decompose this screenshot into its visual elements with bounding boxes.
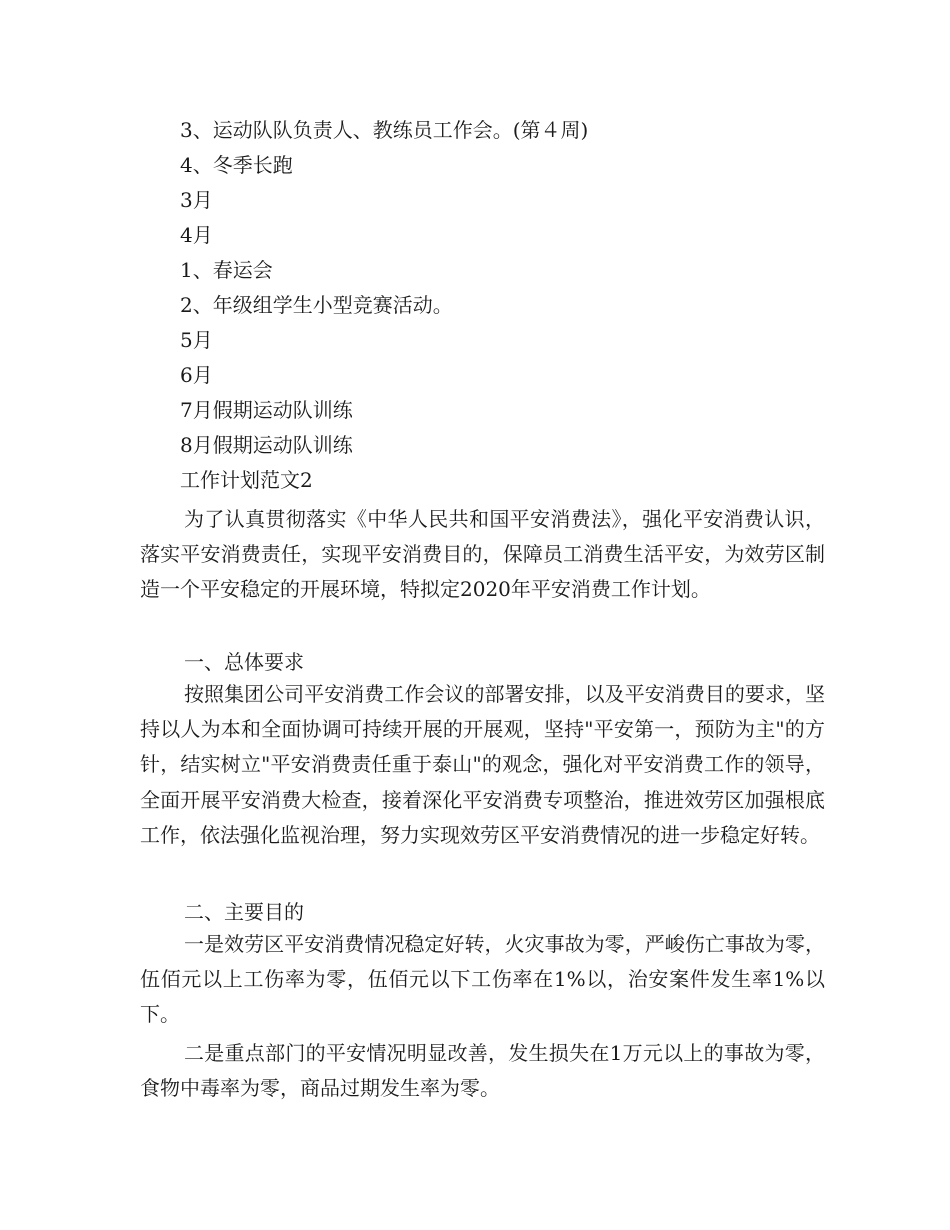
section-heading-main-goals: 二、主要目的 — [184, 900, 304, 924]
intro-paragraph: 为了认真贯彻落实《中华人民共和国平安消费法》，强化平安消费认识，落实平安消费责任，实现平安消费目的，保障员工消费生活平安，为效劳区制造一个平安稳定的开展环境，特拟定2020年平安消费工作计划。 — [140, 507, 825, 602]
list-line-winter-run: 4、冬季长跑 — [180, 153, 293, 177]
month-may: 5月 — [180, 328, 213, 352]
goal-one-paragraph: 一是效劳区平安消费情况稳定好转，火灾事故为零，严峻伤亡事故为零，伍佰元以上工伤率为零，伍佰元以下工伤率在1%以，治安案件发生率1%以下。 — [140, 932, 825, 1027]
month-march: 3月 — [180, 188, 213, 212]
list-line-sports-meeting: 3、运动队队负责人、教练员工作会。(第４周) — [180, 118, 589, 142]
general-requirements-paragraph: 按照集团公司平安消费工作会议的部署安排，以及平安消费目的要求，坚持以人为本和全面协调可持续开展的开展观，坚持"平安第一，预防为主"的方针，结实树立"平安消费责任重于泰山"的观念，强化对平安消费工作的领导，全面开展平安消费大检查，接着深化平安消费专项整治，推进效劳区加强根底工作，依法强化监视治理，努力实现效劳区平安消费情况的进一步稳定好转。 — [140, 682, 825, 847]
month-july-training: 7月假期运动队训练 — [180, 398, 353, 422]
list-line-spring-games: 1、春运会 — [180, 258, 273, 282]
goal-two-paragraph: 二是重点部门的平安情况明显改善，发生损失在1万元以上的事故为零，食物中毒率为零，商品过期发生率为零。 — [140, 1041, 825, 1101]
month-april: 4月 — [180, 223, 213, 247]
work-plan-title: 工作计划范文2 — [180, 468, 313, 492]
section-heading-general-requirements: 一、总体要求 — [184, 650, 304, 674]
month-june: 6月 — [180, 363, 213, 387]
month-august-training: 8月假期运动队训练 — [180, 433, 353, 457]
list-line-grade-competition: 2、年级组学生小型竞赛活动。 — [180, 293, 453, 317]
